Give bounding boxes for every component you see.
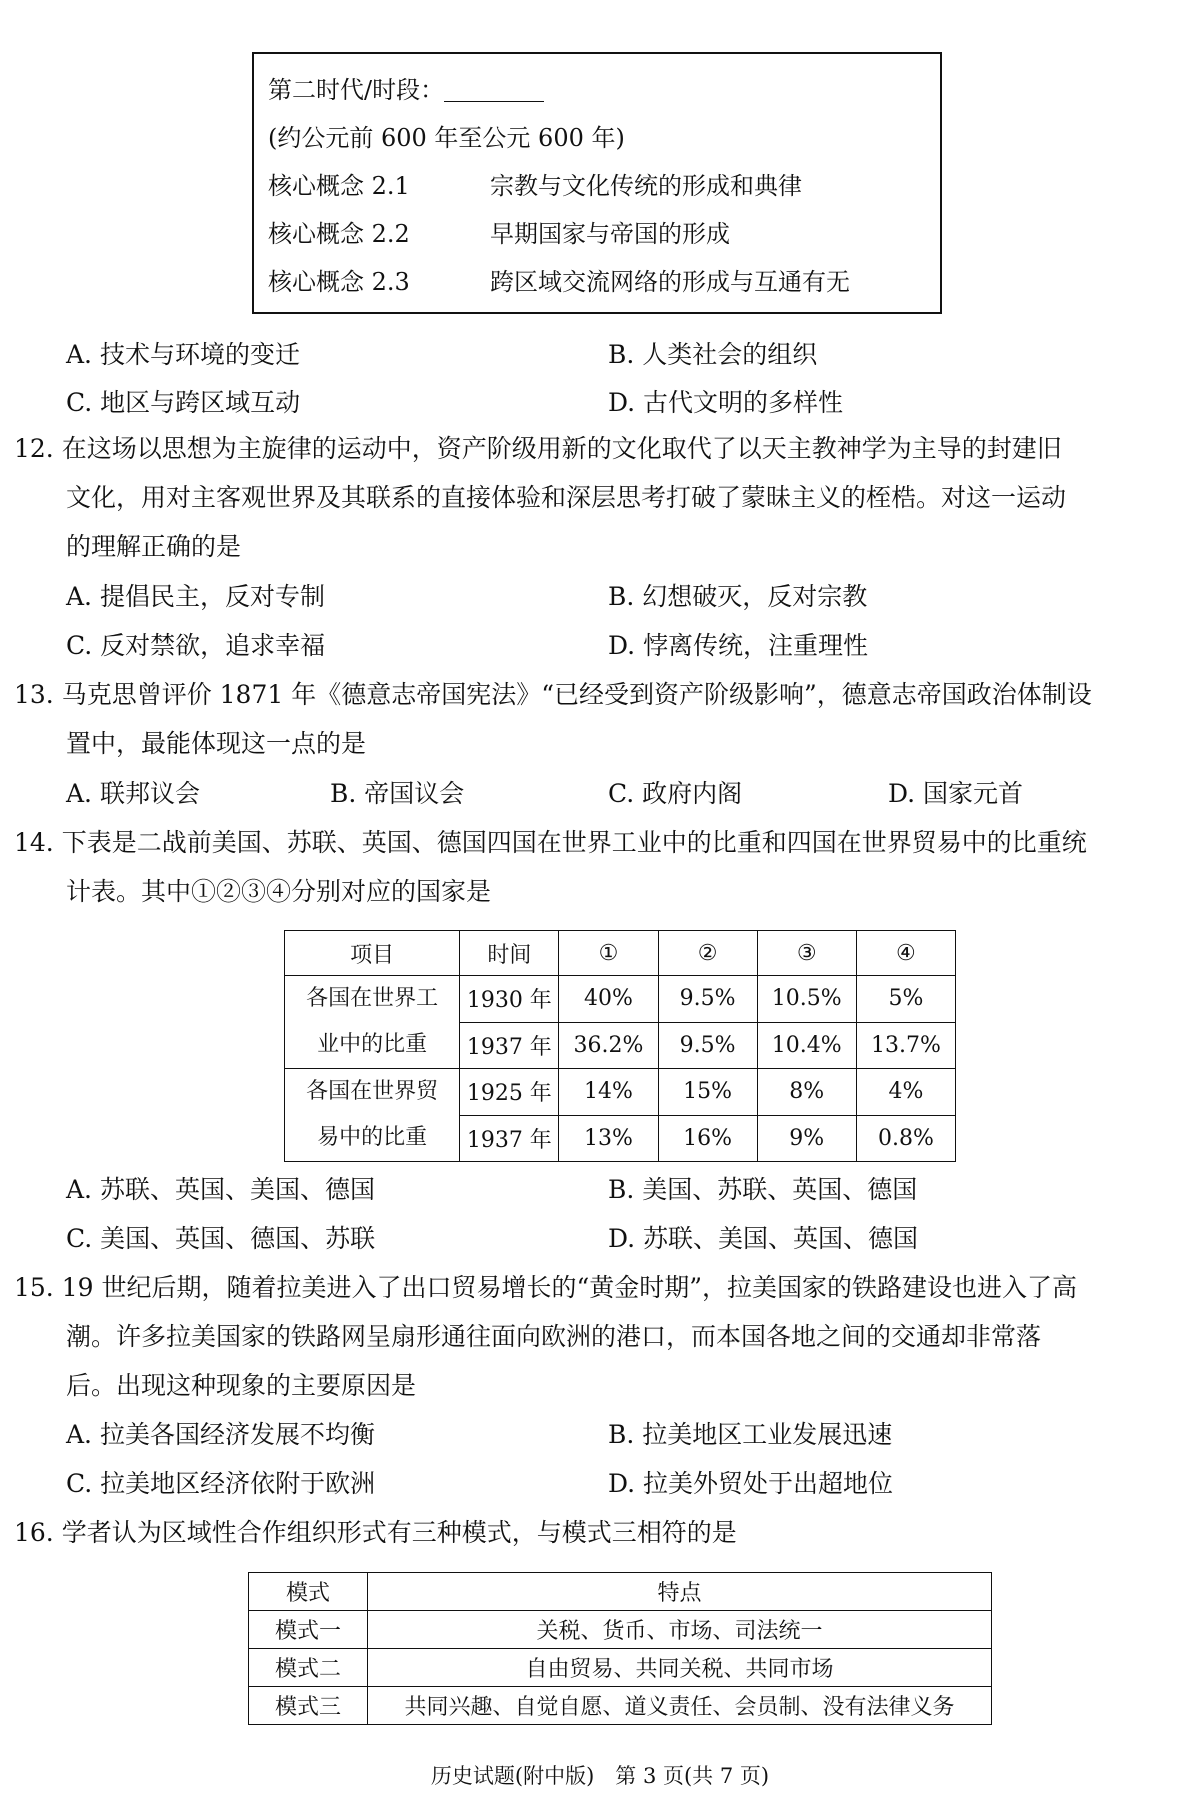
table-cell: 9.5% — [658, 976, 757, 1023]
table-cell: 15% — [658, 1069, 757, 1116]
group-label: 各国在世界贸 易中的比重 — [285, 1069, 460, 1162]
q13-option-b: B. 帝国议会 — [330, 779, 465, 808]
table-cell: 16% — [658, 1115, 757, 1162]
q14-stem-line: 14. 下表是二战前美国、苏联、英国、德国四国在世界工业中的比重和四国在世界贸易中的比重统 — [14, 828, 1087, 857]
concept-text: 跨区域交流网络的形成与互通有无 — [490, 268, 850, 296]
q15-stem-line: 15. 19 世纪后期，随着拉美进入了出口贸易增长的“黄金时期”，拉美国家的铁路建设也进入了高 — [14, 1273, 1078, 1302]
q11-option-c: C. 地区与跨区域互动 — [66, 388, 301, 417]
concept-key: 核心概念 2.1 — [268, 172, 410, 200]
table-header: ④ — [856, 931, 955, 976]
q15-stem-line: 后。出现这种现象的主要原因是 — [66, 1371, 417, 1400]
q12-option-c: C. 反对禁欲，追求幸福 — [66, 631, 326, 660]
q14-option-a: A. 苏联、英国、美国、德国 — [66, 1175, 375, 1204]
table-cell: 13.7% — [856, 1022, 955, 1069]
table-cell: 关税、货币、市场、司法统一 — [368, 1611, 992, 1649]
table-cell: 13% — [559, 1115, 658, 1162]
table-cell: 10.5% — [757, 976, 856, 1023]
table-header: 模式 — [249, 1573, 368, 1611]
table-cell: 14% — [559, 1069, 658, 1116]
table-cell: 0.8% — [856, 1115, 955, 1162]
q13-option-d: D. 国家元首 — [888, 779, 1024, 808]
table-row — [249, 1611, 992, 1649]
answer-blank — [444, 73, 544, 102]
table-cell: 9% — [757, 1115, 856, 1162]
q12-option-a: A. 提倡民主，反对专制 — [66, 582, 325, 611]
q11-option-a: A. 技术与环境的变迁 — [66, 340, 300, 369]
table-header-row — [249, 1573, 992, 1611]
table-cell: 40% — [559, 976, 658, 1023]
table-header: 时间 — [460, 931, 559, 976]
q12-option-b: B. 幻想破灭，反对宗教 — [608, 582, 868, 611]
q12-stem-line: 12. 在这场以思想为主旋律的运动中，资产阶级用新的文化取代了以天主教神学为主导的封建旧 — [14, 434, 1062, 463]
table-cell: 模式三 — [249, 1687, 368, 1725]
q12-option-d: D. 悖离传统，注重理性 — [608, 631, 869, 660]
q15-option-c: C. 拉美地区经济依附于欧洲 — [66, 1469, 376, 1498]
table-row — [249, 1649, 992, 1687]
concept-text: 宗教与文化传统的形成和典律 — [490, 172, 802, 200]
concept-row — [268, 258, 926, 306]
concept-row — [268, 162, 926, 210]
q14-stem-line: 计表。其中①②③④分别对应的国家是 — [66, 877, 492, 906]
table-cell: 1937 年 — [460, 1115, 559, 1162]
q15-option-b: B. 拉美地区工业发展迅速 — [608, 1420, 893, 1449]
page-footer: 历史试题(附中版) 第 3 页(共 7 页) — [430, 1764, 770, 1788]
table-cell: 4% — [856, 1069, 955, 1116]
q14-option-c: C. 美国、英国、德国、苏联 — [66, 1224, 376, 1253]
q13-option-c: C. 政府内阁 — [608, 779, 743, 808]
group-label: 各国在世界工 业中的比重 — [285, 976, 460, 1069]
q13-stem-line: 置中，最能体现这一点的是 — [66, 729, 367, 758]
table-cell: 自由贸易、共同关税、共同市场 — [368, 1649, 992, 1687]
table-row — [285, 1069, 956, 1116]
table-header: ② — [658, 931, 757, 976]
table-header: ① — [559, 931, 658, 976]
table-cell: 36.2% — [559, 1022, 658, 1069]
era-period: (约公元前 600 年至公元 600 年) — [268, 124, 625, 152]
concept-row — [268, 210, 926, 258]
table-cell: 1930 年 — [460, 976, 559, 1023]
q14-table — [284, 930, 956, 1162]
q11-option-d: D. 古代文明的多样性 — [608, 388, 844, 417]
q13-stem-line: 13. 马克思曾评价 1871 年《德意志帝国宪法》“已经受到资产阶级影响”，德意志帝国政治体制设 — [14, 680, 1092, 709]
era-title: 第二时代/时段： — [268, 76, 445, 104]
q15-option-d: D. 拉美外贸处于出超地位 — [608, 1469, 894, 1498]
concept-key: 核心概念 2.2 — [268, 220, 410, 248]
table-cell: 1937 年 — [460, 1022, 559, 1069]
q15-option-a: A. 拉美各国经济发展不均衡 — [66, 1420, 375, 1449]
table-cell: 模式二 — [249, 1649, 368, 1687]
table-cell: 模式一 — [249, 1611, 368, 1649]
q11-option-b: B. 人类社会的组织 — [608, 340, 818, 369]
table-header-row — [285, 931, 956, 976]
q16-table — [248, 1572, 992, 1725]
table-cell: 共同兴趣、自觉自愿、道义责任、会员制、没有法律义务 — [368, 1687, 992, 1725]
table-header: 特点 — [368, 1573, 992, 1611]
table-cell: 9.5% — [658, 1022, 757, 1069]
era-box — [252, 52, 942, 314]
table-cell: 5% — [856, 976, 955, 1023]
q15-stem-line: 潮。许多拉美国家的铁路网呈扇形通往面向欧洲的港口，而本国各地之间的交通却非常落 — [66, 1322, 1042, 1351]
q16-stem-line: 16. 学者认为区域性合作组织形式有三种模式，与模式三相符的是 — [14, 1518, 737, 1547]
table-cell: 1925 年 — [460, 1069, 559, 1116]
table-header: 项目 — [285, 931, 460, 976]
table-header: ③ — [757, 931, 856, 976]
concept-key: 核心概念 2.3 — [268, 268, 410, 296]
q12-stem-line: 文化，用对主客观世界及其联系的直接体验和深层思考打破了蒙昧主义的桎梏。对这一运动 — [66, 483, 1067, 512]
q14-option-d: D. 苏联、美国、英国、德国 — [608, 1224, 919, 1253]
q13-option-a: A. 联邦议会 — [66, 779, 200, 808]
table-row — [249, 1687, 992, 1725]
table-cell: 8% — [757, 1069, 856, 1116]
q14-option-b: B. 美国、苏联、英国、德国 — [608, 1175, 918, 1204]
concept-text: 早期国家与帝国的形成 — [490, 220, 730, 248]
q12-stem-line: 的理解正确的是 — [66, 532, 242, 561]
table-cell: 10.4% — [757, 1022, 856, 1069]
table-row — [285, 976, 956, 1023]
